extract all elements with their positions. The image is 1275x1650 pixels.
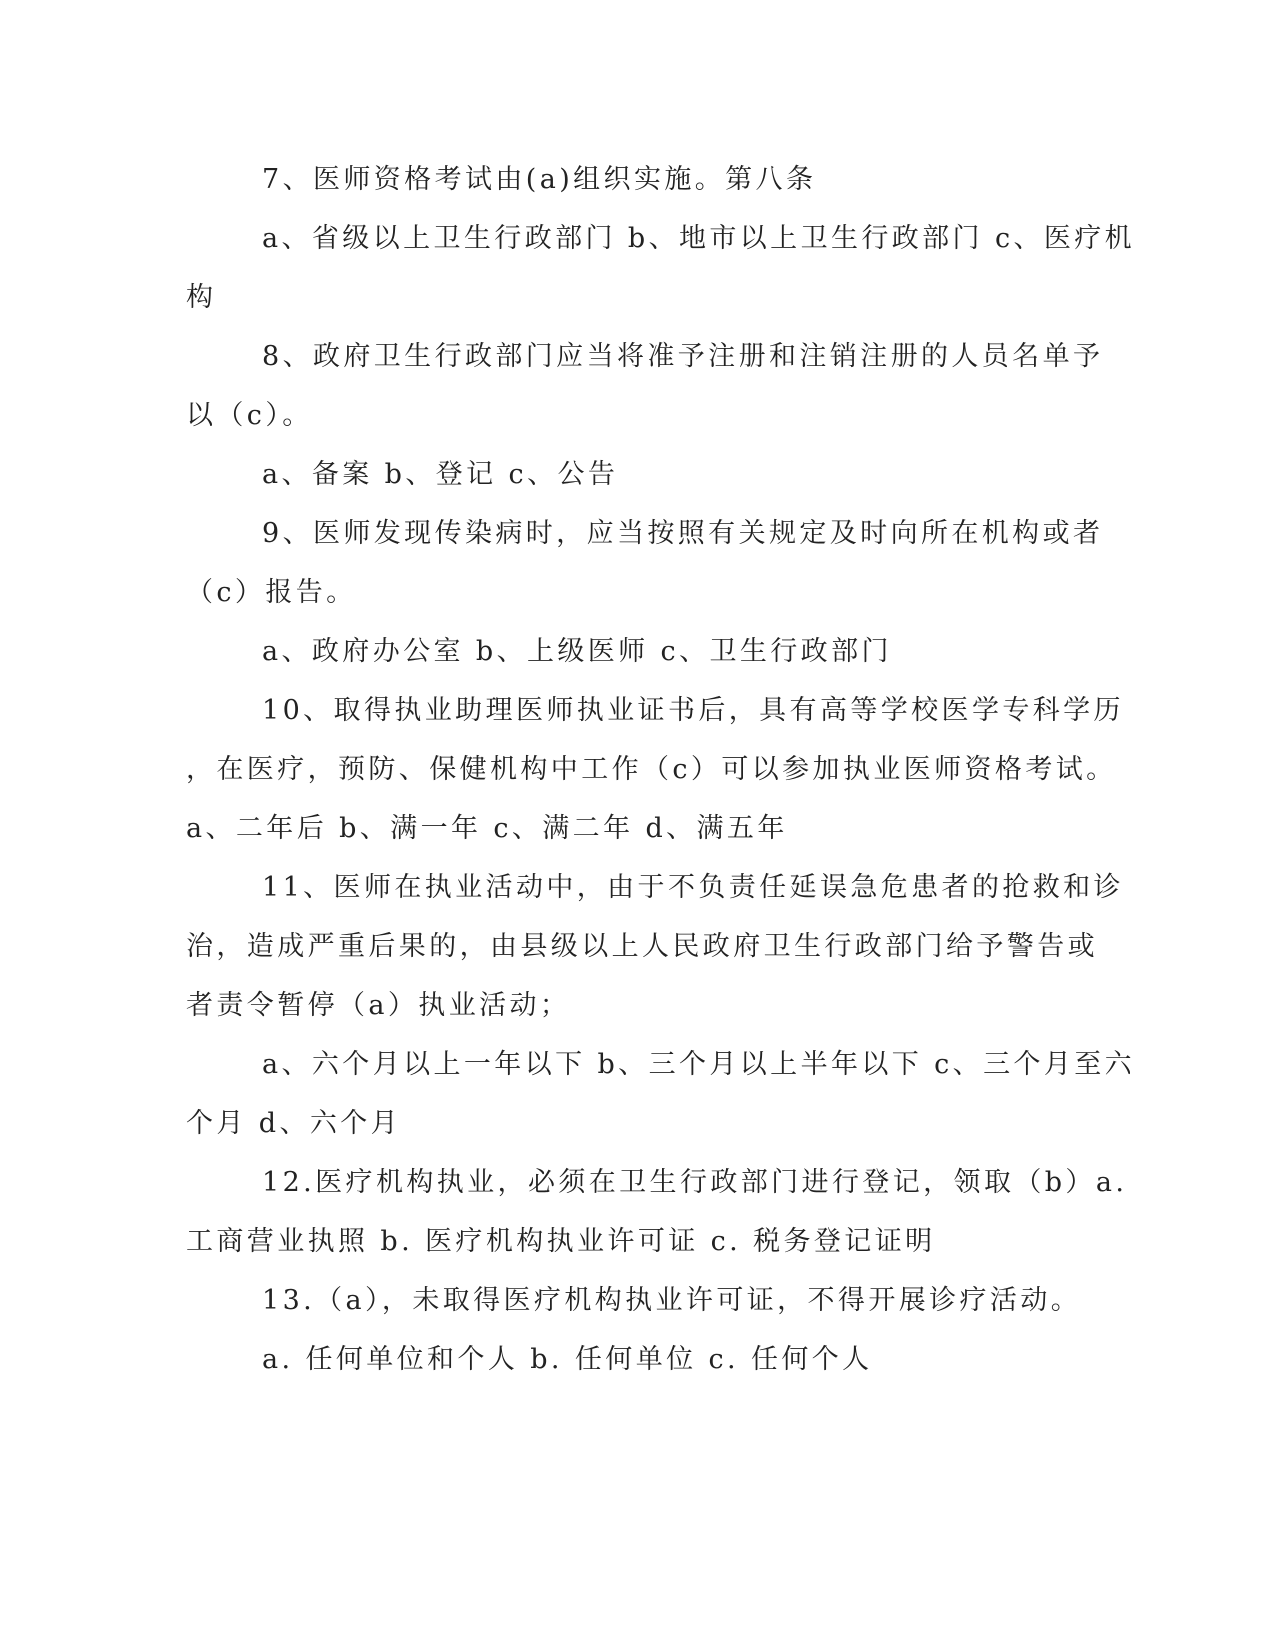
q8-question-cont: 以（c）。 [186,400,313,431]
q13-question: 13.（a），未取得医疗机构执业许可证，不得开展诊疗活动。 [262,1285,1082,1316]
q9-options: a、政府办公室 b、上级医师 c、卫生行政部门 [262,636,892,667]
q10-options: a、二年后 b、满一年 c、满二年 d、满五年 [186,813,788,844]
q12-options: 工商营业执照 b. 医疗机构执业许可证 c. 税务登记证明 [186,1226,936,1257]
q9-question-cont: （c）报告。 [186,577,357,608]
q11-question-cont: 治，造成严重后果的，由县级以上人民政府卫生行政部门给予警告或 [186,931,1098,962]
q11-options-cont: 个月 d、六个月 [186,1108,402,1139]
q10-question: 10、取得执业助理医师执业证书后，具有高等学校医学专科学历 [262,695,1124,726]
q11-question: 11、医师在执业活动中，由于不负责任延误急危患者的抢救和诊 [262,872,1124,903]
q8-question: 8、政府卫生行政部门应当将准予注册和注销注册的人员名单予 [262,341,1104,372]
q7-options-cont: 构 [186,282,217,313]
q7-options: a、省级以上卫生行政部门 b、地市以上卫生行政部门 c、医疗机 [262,223,1136,254]
q12-question: 12.医疗机构执业，必须在卫生行政部门进行登记，领取（b）a. [262,1167,1128,1198]
q7-question: 7、医师资格考试由(a)组织实施。第八条 [262,164,817,195]
q10-question-cont: ，在医疗，预防、保健机构中工作（c）可以参加执业医师资格考试。 [186,754,1117,785]
q11-options: a、六个月以上一年以下 b、三个月以上半年以下 c、三个月至六 [262,1049,1136,1080]
q8-options: a、备案 b、登记 c、公告 [262,459,619,490]
q9-question: 9、医师发现传染病时，应当按照有关规定及时向所在机构或者 [262,518,1104,549]
q13-options: a. 任何单位和个人 b. 任何单位 c. 任何个人 [262,1344,873,1375]
q11-question-cont-2: 者责令暂停（a）执业活动； [186,990,571,1021]
